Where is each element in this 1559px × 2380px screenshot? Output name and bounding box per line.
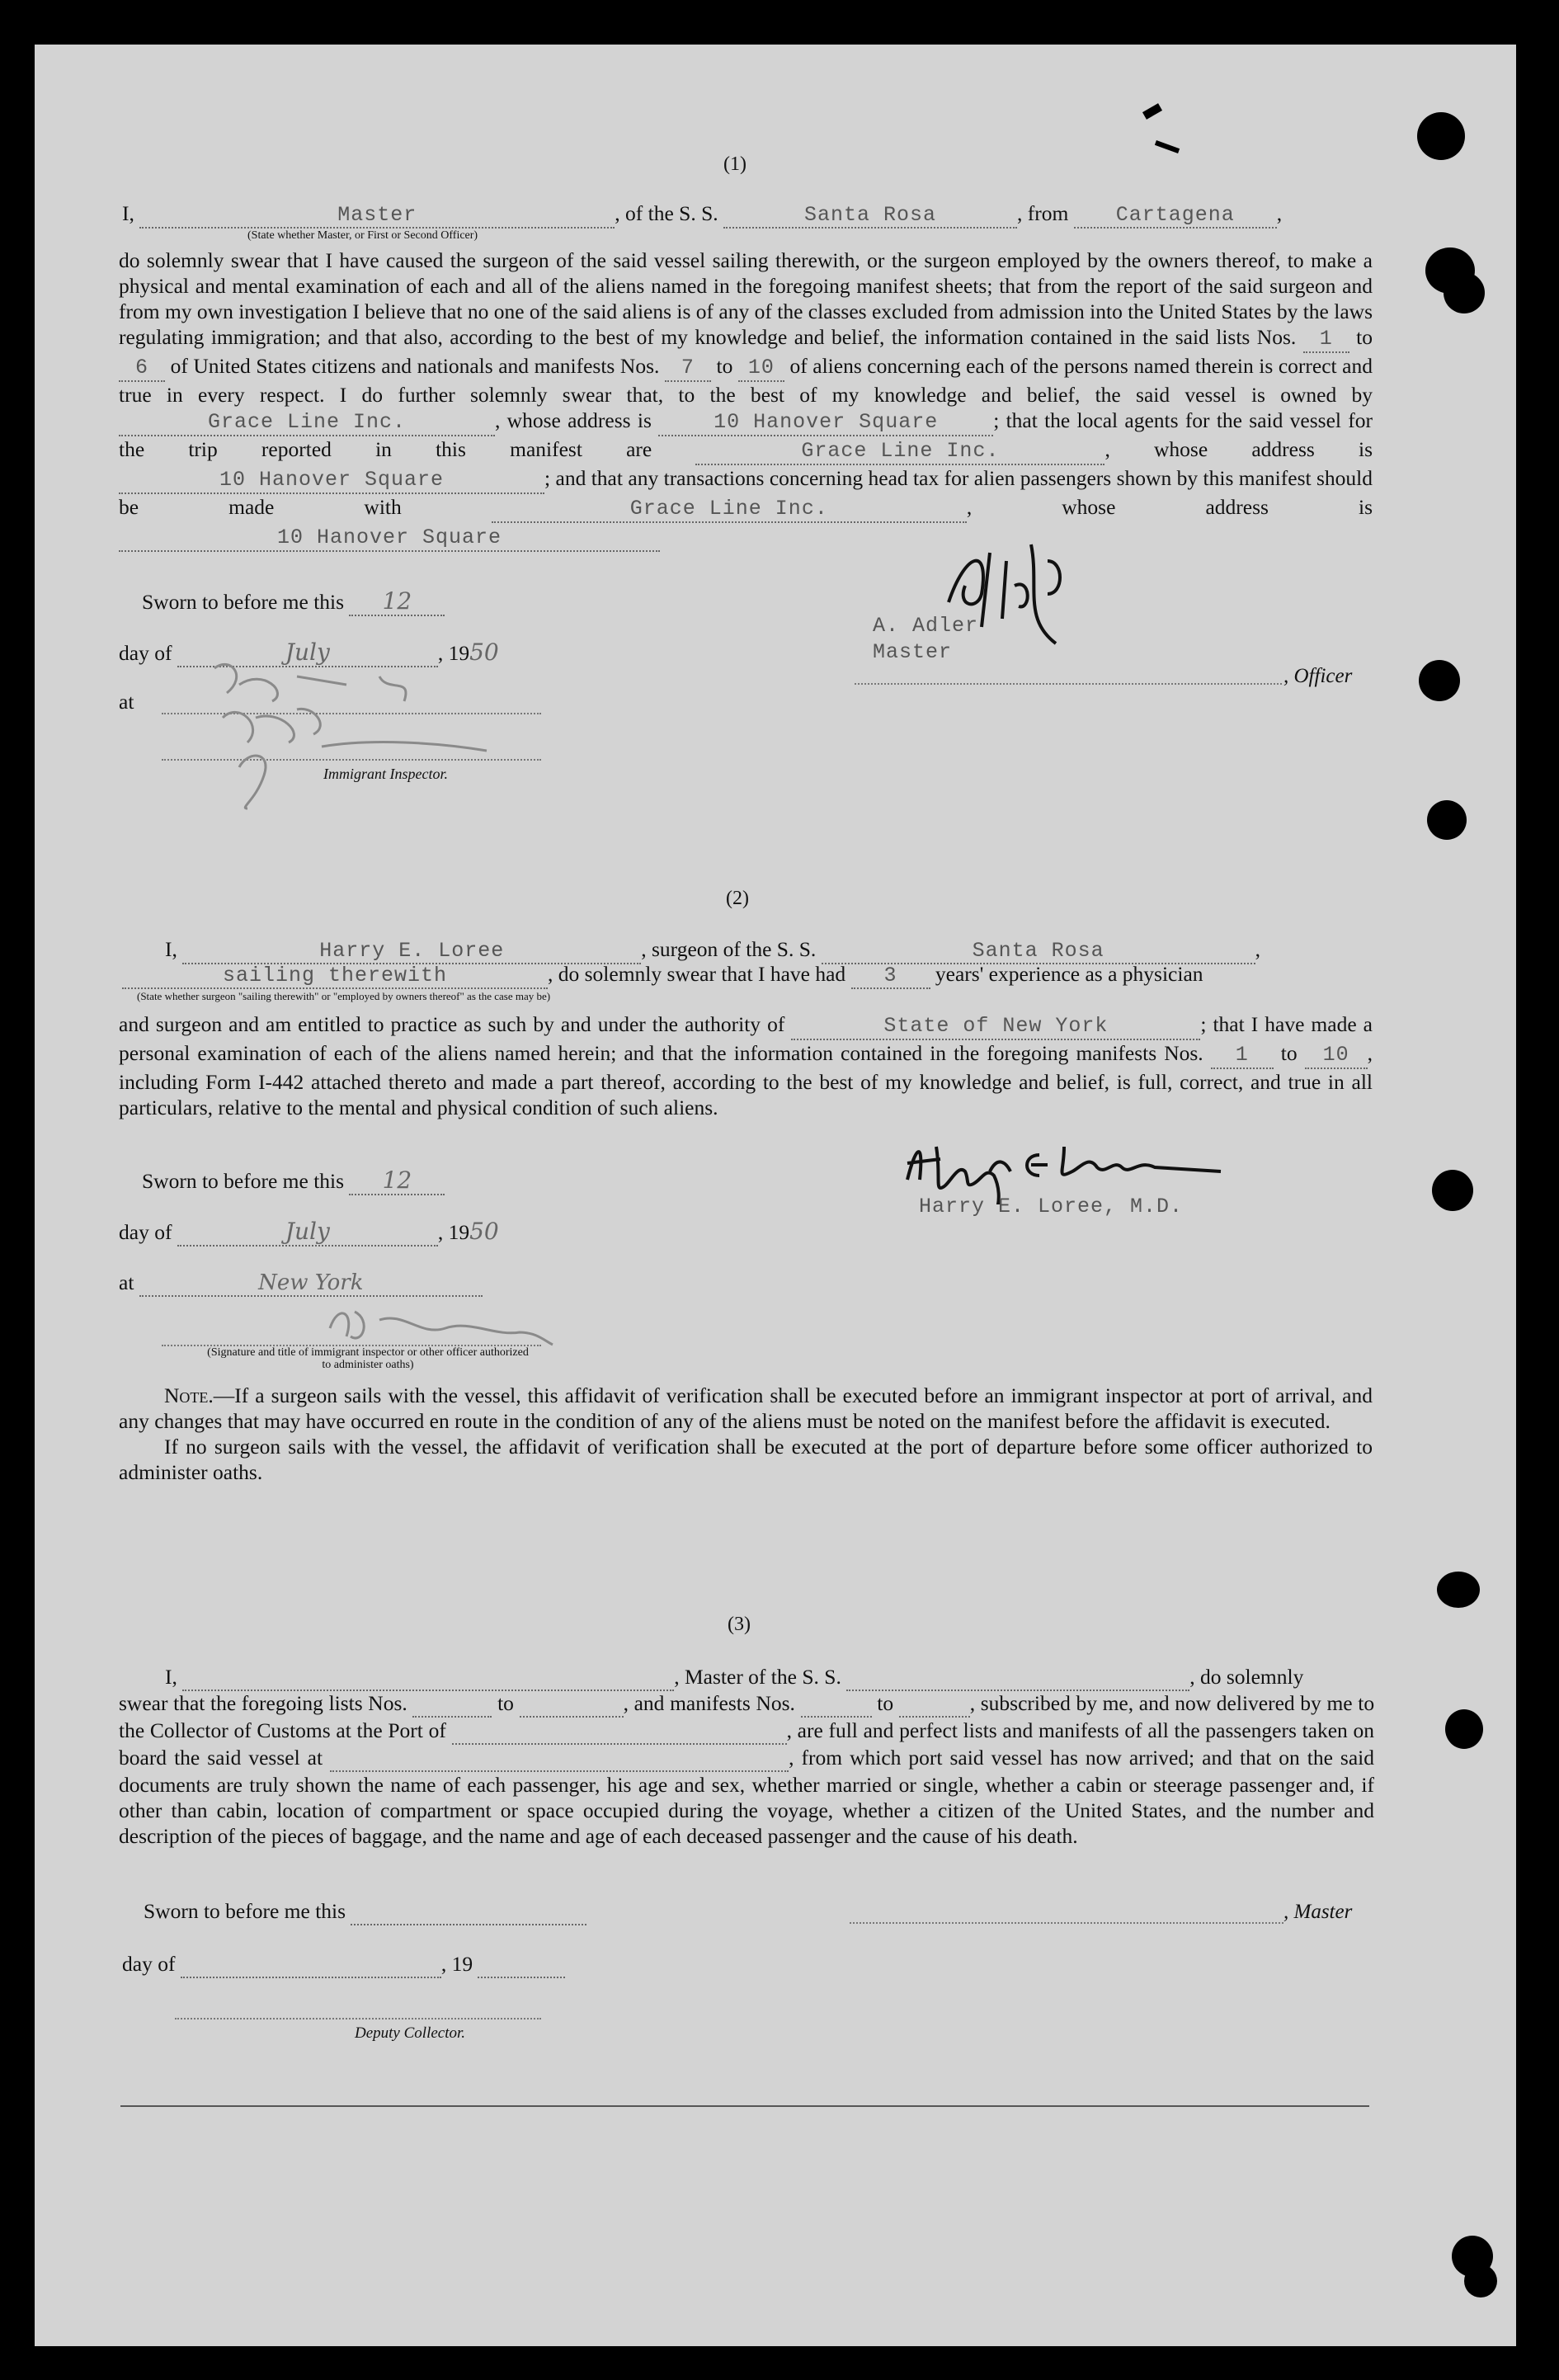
surgeon-text-2: ; that I have made a personal examination of each of the aliens named herein; and that the information contained in the foregoing manifests Nos. [119, 1012, 1373, 1065]
section-2-day-of [119, 1218, 499, 1247]
i-label: I, [122, 201, 134, 225]
lists-from-field: 1 [1303, 326, 1349, 353]
to-label: to [877, 1691, 894, 1715]
collector-text-3: , subscribed by me, and now delivered by me to the Collector of Customs at the Port of [119, 1691, 1375, 1742]
sworn-day-field: 12 [349, 1166, 445, 1195]
to-label: to [716, 354, 733, 378]
oath-text-4: , whose address is [495, 408, 652, 432]
headtax-address-field: 10 Hanover Square [119, 525, 660, 552]
departure-port-field: Cartagena [1074, 203, 1277, 229]
surgeon-typed-signature: Harry E. Loree, M.D. [919, 1195, 1184, 1218]
master-of-label: , Master of the S. S. [674, 1665, 841, 1689]
section-1-at [119, 690, 134, 714]
punch-hole [1432, 1170, 1473, 1211]
years-text: years' experience as a physician [935, 962, 1203, 986]
oath-text-8: , whose address is [966, 495, 1373, 519]
to-label: to [1280, 1041, 1298, 1065]
collector-text-2: , and manifests Nos. [623, 1691, 795, 1715]
year-field: 50 [469, 639, 499, 666]
master-signature [932, 536, 1122, 660]
section-2-at [119, 1270, 483, 1297]
at-label: at [119, 1270, 134, 1294]
oath-officer-caption: (Signature and title of immigrant inspector or other officer authorized to administer oaths) [207, 1346, 529, 1371]
manifests-from-field: 7 [665, 355, 711, 382]
punch-hole [1427, 800, 1467, 840]
i-label: I, [165, 937, 177, 961]
section-2-intro-line: I, Harry E. Loree , surgeon of the S. S. Santa Rosa , [165, 937, 1261, 963]
sworn-label: Sworn to before me this [142, 1169, 345, 1193]
section-3-number: (3) [728, 1614, 751, 1635]
manifests-to-field [899, 1690, 970, 1718]
note-text-1: —If a surgeon sails with the vessel, this affidavit of verification shall be executed before an immigrant inspector at port of arrival, and any changes that may have occurred en route in the condition of any of the aliens must be noted on the manifest before the affidavit is executed. [119, 1383, 1373, 1433]
section-1-intro-line: I, Master , of the S. S. Santa Rosa , from Cartagena , [122, 201, 1283, 227]
at-place-field: New York [139, 1270, 483, 1297]
master-caption: , Master [1283, 1901, 1353, 1923]
oath-text-1: do solemnly swear that I have caused the surgeon of the said vessel sailing therewith, or the surgeon employed by the owners thereof, to make a physical and mental examination of each and all of the aliens named in the foregoing manifest sheets; that from the report of the said surgeon and from my own investigation I believe that no one of the said aliens is of any of the classes excluded from admission into the United States by the laws regulating immigration; and that also, according to the best of my knowledge and belief, the information contained in the said lists Nos. [119, 248, 1373, 349]
oath-text-2: of United States citizens and nationals and manifests Nos. [170, 354, 660, 378]
agents-address-field: 10 Hanover Square [119, 467, 544, 494]
punch-hole [1445, 1709, 1483, 1749]
rank-caption: (State whether Master, or First or Second Officer) [247, 229, 478, 242]
oath-text-6: , whose address is [1104, 437, 1373, 461]
owner-field: Grace Line Inc. [119, 409, 495, 436]
officer-caption: , Officer [1283, 665, 1353, 687]
note-text-2: If no surgeon sails with the vessel, the affidavit of verification shall be executed at the port of departure before some officer authorized to administer oaths. [119, 1435, 1373, 1484]
surgeon-status-caption: (State whether surgeon "sailing therewith" or "employed by owners thereof" as the case may be) [137, 990, 551, 1002]
inspector-caption: Immigrant Inspector. [323, 766, 448, 782]
year-prefix: , 19 [437, 1220, 470, 1244]
section-2-notes [119, 1383, 1373, 1485]
section-3-oath-text [119, 1690, 1374, 1849]
manifests-from-field: 1 [1211, 1042, 1274, 1069]
embark-port-field [330, 1745, 789, 1772]
lists-to-field [520, 1690, 624, 1718]
collector-text-1: swear that the foregoing lists Nos. [119, 1691, 407, 1715]
note-heading: Note. [164, 1383, 214, 1407]
headtax-field: Grace Line Inc. [492, 496, 967, 523]
month-field: July [177, 1218, 438, 1247]
of-ss-label: , of the S. S. [615, 201, 718, 225]
punch-hole [1437, 1572, 1480, 1608]
i-label: I, [165, 1665, 177, 1689]
at-label: at [119, 690, 134, 714]
day-of-label: day of [119, 641, 172, 665]
sworn-day-field: 12 [349, 587, 445, 616]
month-field [181, 1952, 441, 1978]
surgeon-of-label: , surgeon of the S. S. [641, 937, 817, 961]
section-3-sworn [144, 1899, 586, 1925]
section-3-intro-line [165, 1665, 1374, 1691]
sworn-label: Sworn to before me this [144, 1899, 346, 1923]
officer-name-typed: A. Adler [873, 614, 979, 638]
year-prefix: , 19 [440, 1952, 473, 1976]
section-2-sailing-line [122, 962, 1373, 989]
officer-rank-field: Master [139, 203, 615, 229]
collector-sign-line [175, 2018, 541, 2019]
surgeon-name-field: Harry E. Loree [182, 939, 641, 964]
owner-address-field: 10 Hanover Square [658, 409, 993, 436]
sworn-label: Sworn to before me this [142, 590, 345, 614]
punch-hole [1444, 272, 1485, 313]
authority-field: State of New York [791, 1013, 1200, 1040]
swear-label: , do solemnly swear that I have had [548, 962, 846, 986]
surgeon-text-3: , including Form I-442 attached thereto and made a part thereof, according to the best of my knowledge and belief, is full, correct, and true in all particulars, relative to the mental and physical condition of such aliens. [119, 1041, 1373, 1119]
surgeon-status-field: sailing therewith [122, 964, 548, 989]
manifests-to-field: 10 [1305, 1042, 1368, 1069]
section-2-sworn [142, 1166, 445, 1195]
years-field: 3 [851, 964, 930, 989]
oath-text-5: ; that the local agents for the said vessel for the trip reported in this manifest are [119, 408, 1373, 461]
agents-field: Grace Line Inc. [695, 438, 1104, 465]
officer-line [855, 683, 1282, 685]
vessel-name-field: Santa Rosa [723, 203, 1017, 229]
collector-caption: Deputy Collector. [355, 2024, 466, 2042]
section-1-oath-text [119, 247, 1373, 552]
vessel-name-field: Santa Rosa [822, 939, 1255, 964]
inspector-signature [190, 652, 553, 825]
vessel-name-field [846, 1665, 1189, 1691]
lists-from-field [412, 1690, 492, 1718]
port-field [452, 1718, 787, 1745]
year-prefix: , 19 [437, 641, 470, 665]
bottom-rule [120, 2105, 1369, 2107]
section-2-oath-text [119, 1011, 1373, 1120]
section-3-day-of [122, 1952, 565, 1978]
section-1-sworn [142, 587, 445, 616]
section-2-number: (2) [726, 888, 749, 909]
surgeon-text-1: and surgeon and am entitled to practice as such by and under the authority of [119, 1012, 785, 1036]
officer-title-typed: Master [873, 640, 953, 664]
to-label: to [1356, 325, 1373, 349]
day-of-label: day of [122, 1952, 176, 1976]
master-sign-line [850, 1922, 1283, 1924]
sworn-day-field [351, 1899, 586, 1925]
punch-hole [1464, 2265, 1497, 2298]
surgeon-signature [899, 1130, 1254, 1204]
lists-to-field: 6 [119, 355, 165, 382]
master-name-field [182, 1665, 674, 1691]
to-label: to [497, 1691, 514, 1715]
collector-text-5: , from which port said vessel has now arrived; and that on the said documents are truly shown the name of each passenger, his age and sex, whether married or single, whether a cabin or steerage passenger and, if other than cabin, location of compartment or space occupied during the voyage, whether a citizen of the United States, and the number and description of the pieces of baggage, and the name and age of each deceased passenger and the cause of his death. [119, 1746, 1374, 1848]
day-of-label: day of [119, 1220, 172, 1244]
month-field: July [177, 639, 438, 667]
manifests-from-field [801, 1690, 872, 1718]
punch-hole [1419, 660, 1460, 701]
collector-text-4: , are full and perfect lists and manifests of all the passengers taken on board the said vessel at [119, 1718, 1375, 1770]
from-label: , from [1017, 201, 1069, 225]
oath-text-3: of aliens concerning each of the persons named therein is correct and true in every respect. I do further solemnly swear that, to the best of my knowledge and belief, the said vessel is owned by [119, 354, 1373, 407]
swear-label: , do solemnly [1189, 1665, 1304, 1689]
year-field [478, 1952, 565, 1978]
oath-text-7: ; and that any transactions concerning head tax for alien passengers shown by this manifest should be made with [119, 466, 1373, 519]
year-field: 50 [469, 1218, 499, 1245]
manifests-to-field: 10 [738, 355, 784, 382]
punch-hole [1417, 112, 1465, 160]
section-1-number: (1) [723, 153, 747, 175]
